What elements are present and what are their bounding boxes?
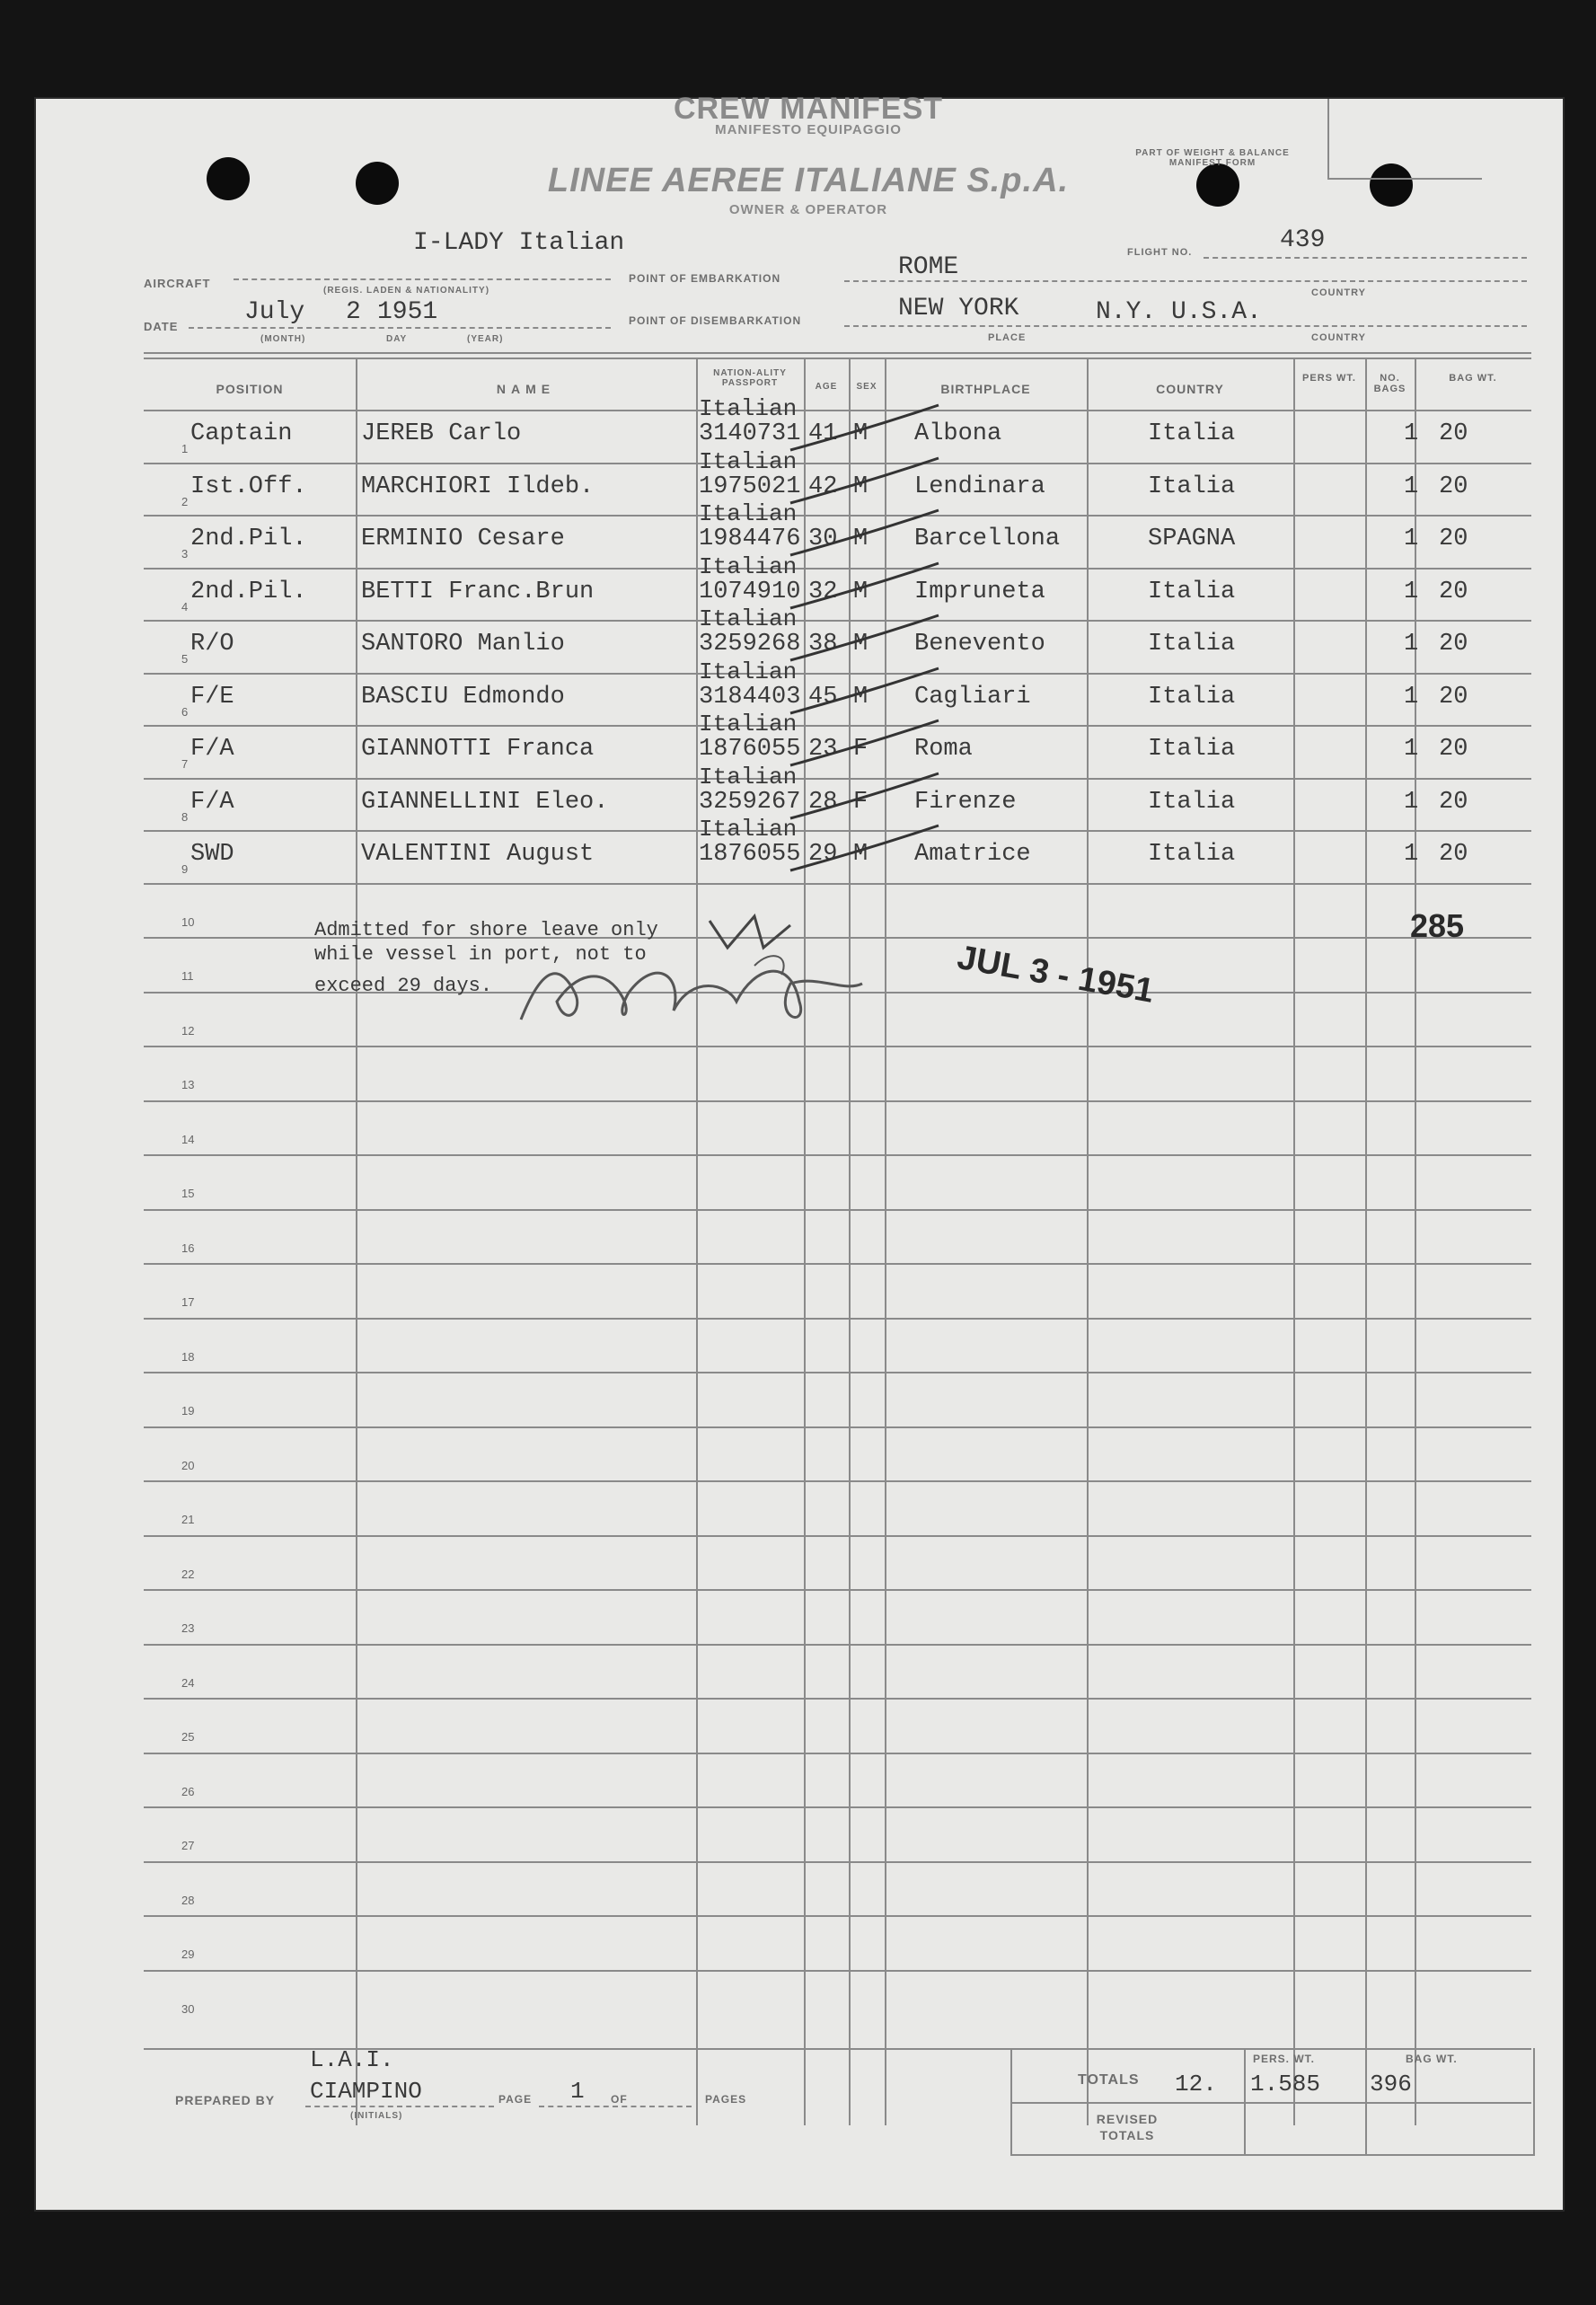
crew-bag-wt: 20 <box>1439 631 1468 658</box>
crew-age: 32 <box>808 578 838 605</box>
crew-bag-wt: 20 <box>1439 683 1468 711</box>
manifest-subtitle: MANIFESTO EQUIPAGGIO <box>715 122 902 137</box>
crew-nat: Italian <box>699 658 798 685</box>
manifest-sheet <box>36 92 1563 2210</box>
aircraft-label: AIRCRAFT <box>144 277 211 290</box>
crew-country: SPAGNA <box>1148 525 1236 552</box>
place-label: PLACE <box>988 332 1027 343</box>
crew-sex: M <box>853 683 869 711</box>
crew-position: SWD <box>190 841 234 868</box>
punch-hole <box>356 162 399 205</box>
pages-label: PAGES <box>705 2093 747 2106</box>
airline-name: LINEE AEREE ITALIANE S.p.A. <box>547 162 1070 199</box>
row-number: 25 <box>181 1730 195 1744</box>
crew-position: F/A <box>190 736 234 763</box>
bag-wt-label: BAG WT. <box>1406 2053 1458 2065</box>
crew-bags: 1 <box>1404 841 1419 868</box>
crew-sex: F <box>853 736 869 763</box>
crew-name: GIANNELLINI Eleo. <box>361 788 609 816</box>
crew-country: Italia <box>1148 420 1236 447</box>
date-month: July <box>244 298 305 326</box>
manifest-title: CREW MANIFEST <box>673 92 944 126</box>
check-mark <box>786 821 948 884</box>
crew-passport: 3259268 <box>699 631 801 658</box>
year-label: (YEAR) <box>467 334 504 344</box>
crew-nat: Italian <box>699 816 798 843</box>
country-label-top: COUNTRY <box>1311 287 1366 298</box>
crew-age: 28 <box>808 788 838 816</box>
row-number: 14 <box>181 1132 195 1146</box>
row-number: 24 <box>181 1675 195 1690</box>
total-bag-wt: 396 <box>1370 2071 1412 2097</box>
crew-bag-wt: 20 <box>1439 472 1468 500</box>
day-label: DAY <box>386 334 408 344</box>
col-country: COUNTRY <box>1156 382 1224 396</box>
crew-age: 41 <box>808 420 838 447</box>
disembark-country: N.Y. U.S.A. <box>1096 298 1262 326</box>
col-pers-wt: PERS WT. <box>1302 373 1356 384</box>
crew-position: 2nd.Pil. <box>190 525 307 552</box>
row-number: 22 <box>181 1567 195 1581</box>
crew-bags: 1 <box>1404 525 1419 552</box>
crew-age: 29 <box>808 841 838 868</box>
crew-nat: Italian <box>699 500 798 527</box>
crew-birthplace: Cagliari <box>914 683 1031 711</box>
crew-birthplace: Firenze <box>914 788 1017 816</box>
crew-bags: 1 <box>1404 578 1419 605</box>
crew-birthplace: Barcellona <box>914 525 1061 552</box>
crew-name: JEREB Carlo <box>361 420 522 447</box>
crew-country: Italia <box>1148 472 1236 500</box>
weight-note: PART OF WEIGHT & BALANCE MANIFEST FORM <box>1135 148 1290 168</box>
crew-name: SANTORO Manlio <box>361 631 565 658</box>
crew-passport: 1975021 <box>699 472 801 500</box>
crew-name: BASCIU Edmondo <box>361 683 565 711</box>
row-number: 28 <box>181 1893 195 1907</box>
crew-position: R/O <box>190 631 234 658</box>
crew-passport: 3259267 <box>699 788 801 816</box>
crew-sex: F <box>853 788 869 816</box>
col-name: NAME <box>496 382 556 396</box>
crew-age: 42 <box>808 472 838 500</box>
row-number: 21 <box>181 1513 195 1526</box>
crew-age: 45 <box>808 683 838 711</box>
crew-age: 23 <box>808 736 838 763</box>
crew-num: 1 <box>181 442 189 455</box>
row-number: 18 <box>181 1349 195 1364</box>
crew-nat: Italian <box>699 605 798 632</box>
crew-bag-wt: 20 <box>1439 420 1468 447</box>
month-label: (MONTH) <box>260 334 306 344</box>
row-number: 26 <box>181 1784 195 1798</box>
col-bag-wt: BAG WT. <box>1449 373 1497 384</box>
row-number: 17 <box>181 1295 195 1309</box>
total-pers-wt: 1.585 <box>1250 2071 1321 2097</box>
crew-birthplace: Lendinara <box>914 472 1045 500</box>
crew-birthplace: Roma <box>914 736 973 763</box>
crew-passport: 1074910 <box>699 578 801 605</box>
page-label: PAGE <box>498 2093 533 2106</box>
crew-bag-wt: 20 <box>1439 788 1468 816</box>
crew-country: Italia <box>1148 631 1236 658</box>
crew-sex: M <box>853 472 869 500</box>
aircraft-value: I-LADY Italian <box>413 229 625 257</box>
crew-birthplace: Impruneta <box>914 578 1045 605</box>
crew-bags: 1 <box>1404 683 1419 711</box>
crew-name: VALENTINI August <box>361 841 595 868</box>
handwritten-total: 285 <box>1410 907 1465 944</box>
date-stamp: JUL 3 - 1951 <box>954 939 1157 1011</box>
date-label: DATE <box>144 320 179 333</box>
disembark-place: NEW YORK <box>898 295 1019 322</box>
crew-passport: 1876055 <box>699 736 801 763</box>
of-label: OF <box>611 2093 628 2106</box>
crew-bag-wt: 20 <box>1439 525 1468 552</box>
page-num: 1 <box>570 2078 585 2105</box>
crew-country: Italia <box>1148 736 1236 763</box>
pers-wt-label: PERS. WT. <box>1253 2053 1316 2065</box>
crew-nat: Italian <box>699 763 798 790</box>
crew-bags: 1 <box>1404 472 1419 500</box>
punch-hole <box>1196 163 1239 207</box>
admitted-line-1: Admitted for shore leave only <box>314 919 658 941</box>
crew-sex: M <box>853 420 869 447</box>
crew-sex: M <box>853 525 869 552</box>
row-number: 12 <box>181 1023 195 1038</box>
initials-label: (INITIALS) <box>350 2111 403 2121</box>
crew-nat: Italian <box>699 711 798 737</box>
col-nationality: NATION-ALITY PASSPORT <box>713 368 787 388</box>
crew-position: F/E <box>190 683 234 711</box>
date-day: 2 <box>346 298 361 326</box>
crew-nat: Italian <box>699 447 798 475</box>
crew-name: GIANNOTTI Franca <box>361 736 595 763</box>
row-number: 11 <box>181 969 194 983</box>
col-sex: SEX <box>856 382 877 392</box>
crew-position: 2nd.Pil. <box>190 578 307 605</box>
crew-passport: 1984476 <box>699 525 801 552</box>
crew-num: 4 <box>181 599 189 614</box>
prepared-line-2: CIAMPINO <box>310 2078 422 2105</box>
regis-label: (REGIS. LADEN & NATIONALITY) <box>323 286 490 296</box>
weight-balance-box <box>1327 99 1482 180</box>
row-number: 30 <box>181 2001 195 2016</box>
crew-age: 30 <box>808 525 838 552</box>
crew-birthplace: Amatrice <box>914 841 1031 868</box>
crew-passport: 3140731 <box>699 420 801 447</box>
crew-nat: Italian <box>699 552 798 580</box>
crew-birthplace: Albona <box>914 420 1002 447</box>
crew-bag-wt: 20 <box>1439 736 1468 763</box>
col-birthplace: BIRTHPLACE <box>940 382 1031 396</box>
owner-label: OWNER & OPERATOR <box>728 202 888 217</box>
crew-bags: 1 <box>1404 420 1419 447</box>
row-number: 10 <box>181 914 195 929</box>
disembark-label: POINT OF DISEMBARKATION <box>629 314 802 327</box>
country-label-bottom: COUNTRY <box>1311 332 1366 343</box>
totals-label: TOTALS <box>1078 2072 1140 2088</box>
punch-hole <box>207 157 250 200</box>
row-number: 16 <box>181 1241 195 1255</box>
initials-mark <box>701 912 808 957</box>
crew-position: F/A <box>190 788 234 816</box>
col-age: AGE <box>815 382 838 392</box>
flight-no-value: 439 <box>1280 226 1326 254</box>
embark-place: ROME <box>898 253 959 281</box>
prepared-line-1: L.A.I. <box>310 2046 394 2073</box>
crew-country: Italia <box>1148 841 1236 868</box>
crew-country: Italia <box>1148 788 1236 816</box>
crew-country: Italia <box>1148 683 1236 711</box>
admitted-line-3: exceed 29 days. <box>314 975 493 997</box>
crew-bags: 1 <box>1404 736 1419 763</box>
prepared-by-label: PREPARED BY <box>175 2093 276 2107</box>
crew-name: MARCHIORI Ildeb. <box>361 472 595 500</box>
crew-name: BETTI Franc.Brun <box>361 578 595 605</box>
crew-num: 5 <box>181 652 189 666</box>
crew-name: ERMINIO Cesare <box>361 525 565 552</box>
crew-age: 38 <box>808 631 838 658</box>
total-count: 12. <box>1175 2071 1217 2097</box>
crew-bag-wt: 20 <box>1439 578 1468 605</box>
flight-no-label: FLIGHT NO. <box>1127 247 1193 258</box>
crew-num: 8 <box>181 809 189 824</box>
crew-num: 3 <box>181 547 189 561</box>
crew-passport: 3184403 <box>699 683 801 711</box>
row-number: 19 <box>181 1404 195 1417</box>
crew-sex: M <box>853 631 869 658</box>
crew-bags: 1 <box>1404 788 1419 816</box>
date-year: 1951 <box>377 298 438 326</box>
revised-totals-label: REVISED TOTALS <box>1096 2112 1159 2142</box>
crew-num: 2 <box>181 494 189 508</box>
crew-sex: M <box>853 578 869 605</box>
crew-bag-wt: 20 <box>1439 841 1468 868</box>
row-number: 13 <box>181 1078 195 1091</box>
crew-sex: M <box>853 841 869 868</box>
admitted-line-2: while vessel in port, not to <box>314 943 647 966</box>
crew-passport: 1876055 <box>699 841 801 868</box>
col-position: POSITION <box>216 382 284 396</box>
row-number: 15 <box>181 1187 195 1200</box>
crew-bags: 1 <box>1404 631 1419 658</box>
crew-country: Italia <box>1148 578 1236 605</box>
row-number: 27 <box>181 1839 195 1852</box>
row-number: 29 <box>181 1947 195 1961</box>
crew-num: 6 <box>181 704 189 719</box>
col-no-bags: NO. BAGS <box>1373 373 1406 394</box>
row-number: 20 <box>181 1458 195 1472</box>
crew-num: 7 <box>181 757 189 771</box>
crew-birthplace: Benevento <box>914 631 1045 658</box>
row-number: 23 <box>181 1621 195 1635</box>
embark-label: POINT OF EMBARKATION <box>629 272 781 285</box>
crew-position: Ist.Off. <box>190 472 307 500</box>
crew-nat: Italian <box>699 395 798 422</box>
crew-num: 9 <box>181 862 189 876</box>
crew-position: Captain <box>190 420 293 447</box>
